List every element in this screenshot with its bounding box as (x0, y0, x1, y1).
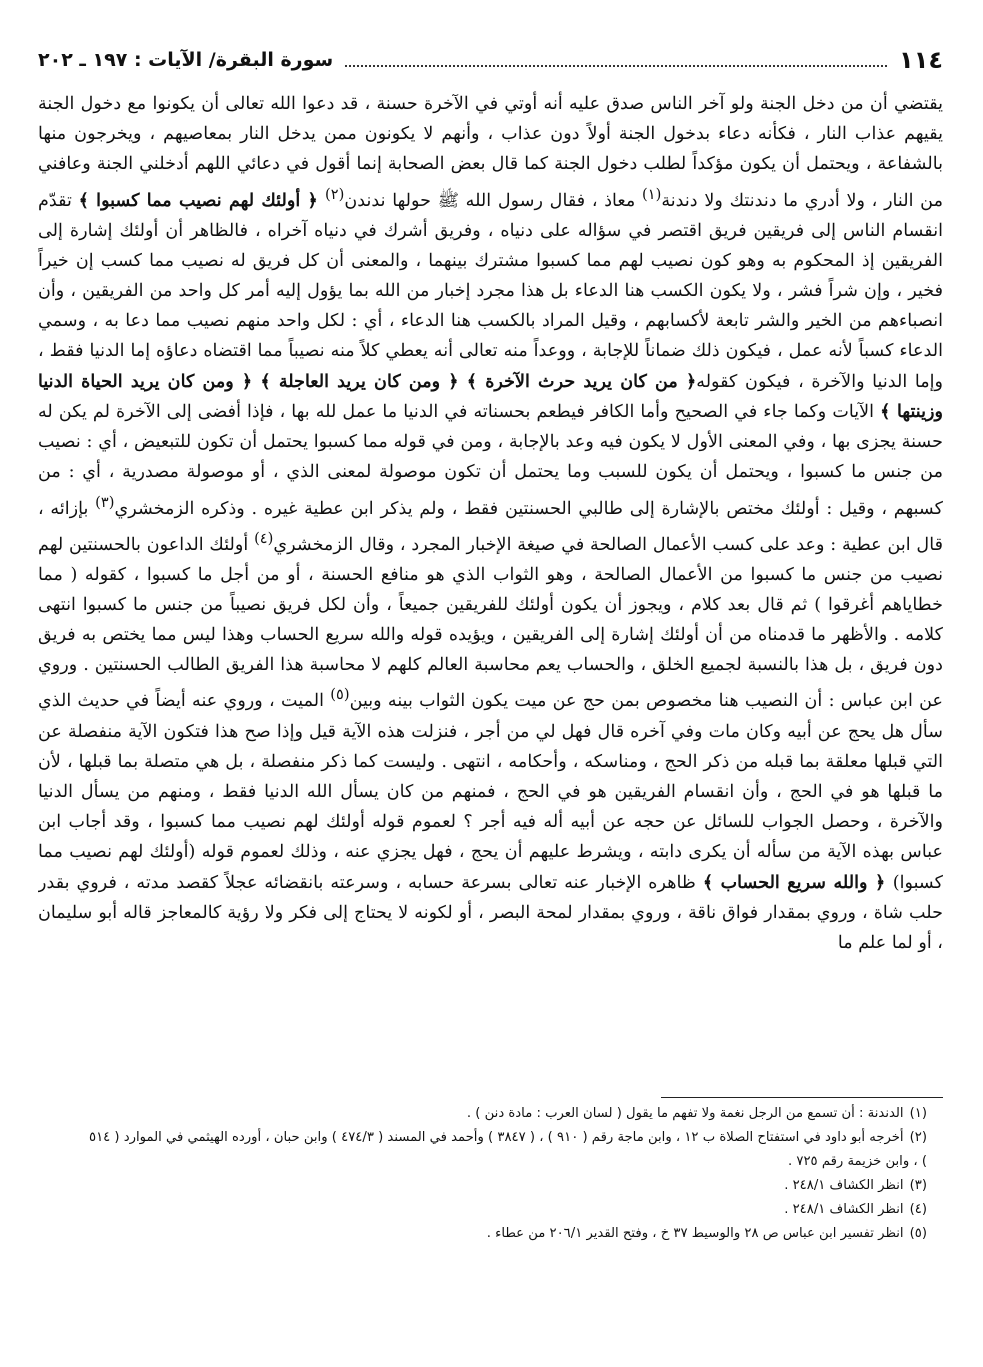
body-segment: أولئك الداعون بالحسنتين لهم نصيب من جنس ما كسبوا من الأعمال الصالحة ، وهو الثواب الذي هو منافع الحسنة ، أو من أجل ما كسبوا ، كقوله ( مما خطاياهم أغرقوا ) ثم قال بعد كلام ، ويجوز أن يكون أولئك للفريقين جميعاً ، وأن لكل فريق نصيباً من جنس ما كسبوا انتهى كلامه . والأظهر ما قدمناه من أن أولئك إشارة إلى الفريقين ، ويؤيده قوله والله سريع الحساب وهذا ليس مما يختص به فريق دون فريق ، بل هذا بالنسبة لجميع الخلق ، والحساب يعم محاسبة العالم كلهم لا محاسبة هذا الفريق الطالب الحسنتين . وروي عن ابن عباس : أن النصيب هنا مخصوص بمن حج عن ميت يكون الثواب بينه وبين (38, 534, 943, 712)
footnote-number: (٤) (909, 1202, 927, 1217)
page-header (38, 40, 943, 80)
footnote-number: (١) (909, 1106, 927, 1121)
footnote-number: (٣) (909, 1178, 927, 1193)
footnote (80, 1222, 927, 1246)
footnote (80, 1174, 927, 1198)
main-text (38, 89, 943, 1089)
footnote-ref: (١) (642, 185, 662, 203)
running-title: سورة البقرة/ الآيات : ١٩٧ ـ ٢٠٢ (38, 49, 334, 71)
footnote-text: انظر تفسير ابن عباس ص ٢٨ والوسيط ٣٧ خ ، وفتح القدير ٢٠٦/١ من عطاء . (486, 1226, 904, 1241)
body-segment: ظاهره الإخبار عنه تعالى بسرعة حسابه ، وسرعته بانقضائه عجلاً كقصد مدته ، فروي بقدر حلب شاة ، وروي بمقدار فواق ناقة ، وروي بمقدار لمحة البصر ، أو لكونه لا يحتاج إلى فكر ولا رؤية كالمعاجز قاله أبو سليمان ، أو لما علم ما (38, 872, 943, 953)
footnote-text: انظر الكشاف ٢٤٨/١ . (784, 1178, 904, 1193)
footnote (80, 1102, 927, 1126)
body-segment: الميت ، وروي عنه أيضاً في حديث الذي سأل هل يحج عن أبيه وكان مات وفي آخره قال فهل لي من أجر ، فنزلت هذه الآية قيل وإذا صح هذا فتكون الآية منفصلة عن التي قبلها معلقة بما قبله من ذكر الحج ، ومناسكه ، وأحكامه ، انتهى . وليست كما ذكر منفصلة ، بل هي متصلة بما قبلها ، لأن ما قبلها هو في الحج ، وأن انقسام الفريقين هو في الحج ، فمنهم من كان يسأل الله الدنيا فقط ، ومنهم من يسأل الدنيا والآخرة ، وحصل الجواب للسائل عن حجه عن أبيه أله فيه أجر ؟ لعموم قوله أولئك لهم نصيب مما كسبوا ، وقد أجاب ابن عباس بهذه الآية من سأله أن يكرى دابته ، ويشرط عليهم أن يحج ، فهل يجزي عنه ، وذلك لعموم قوله (أولئك لهم نصيب مما كسبوا) (38, 691, 943, 893)
footnote-text: انظر الكشاف ٢٤٨/١ . (784, 1202, 904, 1217)
body-segment: تقدّم انقسام الناس إلى فريقين فريق اقتصر في سؤاله على دنياه ، وفريق أشرك في دنياه آخراه ، فالظاهر أن أولئك إشارة إلى الفريقين إذ المحكوم به وهو كون نصيب لهم مما كسبوا مشترك بينهما ، والمعنى أن كل فريق له نصيب مما كسب إن خيراً فخير ، وإن شراً فشر ، ولا يكون الكسب هنا الدعاء بل هذا مجرد إخبار من الله بما يؤول إليه أمر كل واحد من الفريقين ، وأن انصباءهم من الخير والشر تابعة لأكسابهم ، وقيل المراد بالكسب هنا الدعاء ، أي : لكل واحد منهم نصيب مما دعا به ، وسمي الدعاء كسباً لأنه عمل ، فيكون ذلك ضماناً للإجابة ، ووعداً منه تعالى أنه يعطي كلاً منه نصيباً مما اقتضاه دعاؤه إما الدنيا فقط ، وإما الدنيا والآخرة ، فيكون كقوله (38, 190, 943, 392)
footnotes (80, 1102, 927, 1246)
body-segment: بإزائه ، قال ابن عطية : وعد على كسب الأعمال الصالحة في صيغة الإخبار المجرد ، وقال الزمخشري (38, 498, 943, 555)
footnote-text: أخرجه أبو داود في استفتاح الصلاة ب ١٢ ، وابن ماجة رقم ( ٩١٠ ) ، ( ٣٨٤٧ ) وأحمد في المسند ( ٤٧٤/٣ ) وابن حبان ، أورده الهيثمي في الموارد ( ٥١٤ ) ، وابن خزيمة رقم ٧٢٥ . (88, 1130, 927, 1169)
footnote-ref: (٣) (95, 493, 115, 511)
header-dotted-leader (345, 65, 887, 67)
body-segment: معاذ ، فقال رسول الله ﷺ حولها ندندن (344, 190, 643, 211)
body-paragraph (38, 89, 943, 958)
footnote-number: (٥) (909, 1226, 927, 1241)
footnote-separator (661, 1097, 943, 1098)
quran-verse: ﴿ من كان يريد حرث الآخرة ﴾ (466, 370, 697, 392)
footnote-ref: (٤) (254, 529, 274, 547)
footnote-number: (٢) (909, 1130, 927, 1145)
page-number: ١١٤ (899, 46, 943, 74)
body-segment: الآيات وكما جاء في الصحيح وأما الكافر فيطعم بحسناته في الدنيا ما عمل لله بها ، فإذا أفضى إلى الآخرة لم يكن له حسنة يجزى بها ، وفي المعنى الأول لا يكون فيه وعد بالإجابة ، ومن في قوله مما كسبوا يحتمل أن تكون للتبعيض ، أي : نصيب من جنس ما كسبوا ، ويحتمل أن يكون للسبب وما يحتمل أن تكون موصولة لمعنى الذي ، أو موصولة مصدرية ، أي : من كسبهم ، وقيل : أولئك مختص بالإشارة إلى طالبي الحسنتين فقط ، ولم يذكر ابن عطية غيره . وذكره الزمخشري (38, 401, 943, 519)
quran-verse: ﴿ والله سريع الحساب ﴾ (702, 871, 893, 893)
body-segment: يقتضي أن من دخل الجنة ولو آخر الناس صدق عليه أنه أوتي في الآخرة حسنة ، قد دعوا الله تعالى أن يكونوا مع دخول الجنة يقيهم عذاب النار ، فكأنه دعاء بدخول الجنة أولاً دون عذاب ، وأنهم لا يكونون ممن يدخل النار بمعاصيهم ، ويخرجون منها بالشفاعة ، ويحتمل أن يكون مؤكداً لطلب دخول الجنة كما قال بعض الصحابة إنما أقول في دعائي اللهم أدخلني الجنة وعافني من النار ، ولا أدري ما دندنتك ولا دندنة (38, 94, 943, 211)
footnote-text: الدندنة : أن تسمع من الرجل نغمة ولا تفهم ما يقول ( لسان العرب : مادة دنن ) . (466, 1106, 904, 1121)
footnote-ref: (٢) (325, 185, 345, 203)
footnote (80, 1126, 927, 1174)
footnote-ref: (٥) (330, 686, 350, 704)
footnote (80, 1198, 927, 1222)
quran-verse: ﴿ أولئك لهم نصيب مما كسبوا ﴾ (78, 189, 326, 211)
quran-verse: ﴿ ومن كان يريد العاجلة ﴾ ﴿ ومن كان يريد الحياة الدنيا وزينتها ﴾ (38, 370, 943, 422)
